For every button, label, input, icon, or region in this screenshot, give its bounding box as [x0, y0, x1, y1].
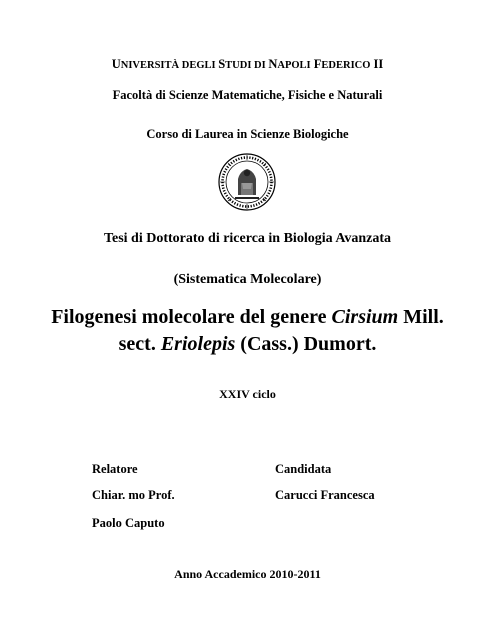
course-name: Corso di Laurea in Scienze Biologiche: [146, 127, 349, 141]
university-seal-icon: [218, 153, 276, 211]
university-name: UNIVERSITÀ DEGLI STUDI DI NAPOLI FEDERICO II: [111, 57, 384, 71]
relatore-label: Relatore: [92, 462, 138, 476]
candidata-name: Carucci Francesca: [275, 488, 375, 502]
relatore-name: Paolo Caputo: [92, 516, 165, 530]
relatore-title: Chiar. mo Prof.: [92, 488, 175, 502]
academic-year: Anno Accademico 2010-2011: [174, 567, 321, 581]
faculty-name: Facoltà di Scienze Matematiche, Fisiche e Naturali: [112, 88, 383, 102]
thesis-curriculum: (Sistematica Molecolare): [173, 272, 322, 287]
thesis-type: Tesi di Dottorato di ricerca in Biologia Avanzata: [103, 231, 392, 246]
candidata-label: Candidata: [275, 462, 332, 476]
thesis-title-line-1: Filogenesi molecolare del genere Cirsium Mill.: [51, 306, 444, 328]
thesis-cycle: XXIV ciclo: [219, 387, 276, 401]
thesis-title-line-2: sect. Eriolepis (Cass.) Dumort.: [118, 333, 377, 355]
